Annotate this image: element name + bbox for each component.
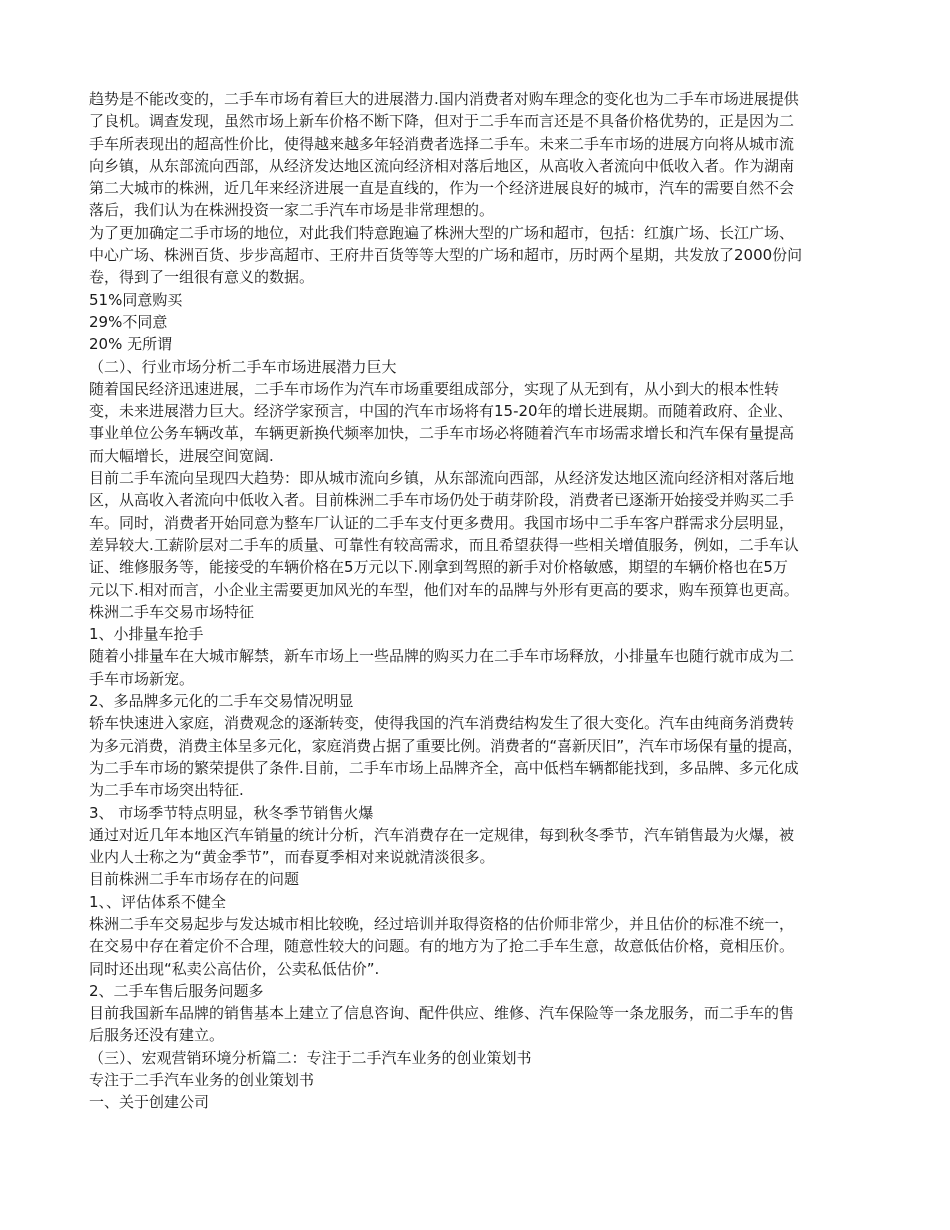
subheading: 1、、评估体系不健全 bbox=[89, 892, 227, 911]
text-line: 区，从高收入者流向中低收入者。目前株洲二手车市场仍处于萌芽阶段，消费者已逐渐开始接受并购买二手 bbox=[89, 491, 795, 510]
text-line: 随着小排量车在大城市解禁，新车市场上一些品牌的购买力在二手车市场释放，小排量车也随行就市成为二 bbox=[89, 647, 795, 666]
section-heading: 一、关于创建公司 bbox=[89, 1093, 210, 1112]
text-line: 业内人士称之为“黄金季节”，而春夏季相对来说就清淡很多。 bbox=[89, 848, 495, 867]
text-line: 株洲二手车交易起步与发达城市相比较晚，经过培训并取得资格的估价师非常少，并且估价的标准不统一， bbox=[89, 914, 795, 933]
section-heading: 株洲二手车交易市场特征 bbox=[89, 602, 255, 621]
subheading: 2、多品牌多元化的二手车交易情况明显 bbox=[89, 692, 354, 711]
survey-result-disagree: 29%不同意 bbox=[89, 312, 168, 331]
text-line: 中心广场、株洲百货、步步高超市、王府井百货等等大型的广场和超市，历时两个星期，共发放了2000份问 bbox=[89, 246, 803, 265]
survey-result-indifferent: 20% 无所谓 bbox=[89, 335, 173, 354]
text-line: 目前我国新车品牌的销售基本上建立了信息咨询、配件供应、维修、汽车保险等一条龙服务，而二手车的售 bbox=[89, 1004, 795, 1023]
subheading: 2、二手车售后服务问题多 bbox=[89, 981, 264, 1000]
text-line: 为二手车市场的繁荣提供了条件.目前，二手车市场上品牌齐全，高中低档车辆都能找到，多品牌、多元化成 bbox=[89, 758, 799, 777]
text-line: 了良机。调查发现，虽然市场上新车价格不断下降，但对于二手车而言还是不具备价格优势的，正是因为二 bbox=[89, 112, 795, 131]
text-line: 为了更加确定二手市场的地位，对此我们特意跑遍了株洲大型的广场和超市，包括：红旗广场、长江广场、 bbox=[89, 223, 795, 242]
text-line: 手车所表现出的超高性价比，使得越来越多年轻消费者选择二手车。未来二手车市场的进展方向将从城市流 bbox=[89, 134, 795, 153]
text-line: 落后，我们认为在株洲投资一家二手汽车市场是非常理想的。 bbox=[89, 201, 495, 220]
text-line: 同时还出现“私卖公高估价，公卖私低估价”. bbox=[89, 959, 380, 978]
text-line: 卷，得到了一组很有意义的数据。 bbox=[89, 268, 315, 287]
text-line: 车。同时，消费者开始同意为整车厂认证的二手车支付更多费用。我国市场中二手车客户群需求分层明显， bbox=[89, 513, 795, 532]
text-line: 随着国民经济迅速进展，二手车市场作为汽车市场重要组成部分，实现了从无到有，从小到大的根本性转 bbox=[89, 379, 780, 398]
section-heading: 目前株洲二手车市场存在的问题 bbox=[89, 870, 300, 889]
text-line: 第二大城市的株洲，近几年来经济进展一直是直线的，作为一个经济进展良好的城市，汽车的需要自然不会 bbox=[89, 179, 795, 198]
text-line: 为多元消费，消费主体呈多元化，家庭消费占据了重要比例。消费者的“喜新厌旧”，汽车市场保有量的提高， bbox=[89, 736, 803, 755]
text-line: 事业单位公务车辆改革，车辆更新换代频率加快，二手车市场必将随着汽车市场需求增长和汽车保有量提高 bbox=[89, 424, 795, 443]
text-line: 证、维修服务等，能接受的车辆价格在5万元以下.刚拿到驾照的新手对价格敏感，期望的车辆价格也在5万 bbox=[89, 558, 788, 577]
text-line: 手车市场新宠。 bbox=[89, 669, 195, 688]
text-line: 差异较大.工薪阶层对二手车的质量、可靠性有较高需求，而且希望获得一些相关增值服务，例如，二手车认 bbox=[89, 535, 799, 554]
subheading: 3、 市场季节特点明显，秋冬季节销售火爆 bbox=[89, 803, 374, 822]
survey-result-agree: 51%同意购买 bbox=[89, 290, 183, 309]
text-line: 趋势是不能改变的，二手车市场有着巨大的进展潜力.国内消费者对购车理念的变化也为二手车市场进展提供 bbox=[89, 90, 799, 108]
section-heading: （三）、宏观营销环境分析篇二：专注于二手汽车业务的创业策划书 bbox=[89, 1048, 532, 1067]
text-line: 而大幅增长，进展空间宽阔. bbox=[89, 446, 274, 465]
text-line: 后服务还没有建立。 bbox=[89, 1026, 225, 1045]
text-line: 为二手车市场突出特征. bbox=[89, 781, 244, 800]
text-line: 通过对近几年本地区汽车销量的统计分析，汽车消费存在一定规律，每到秋冬季节，汽车销售最为火爆，被 bbox=[89, 825, 795, 844]
text-line: 向乡镇，从东部流向西部，从经济发达地区流向经济相对落后地区，从高收入者流向中低收入者。作为湖南 bbox=[89, 156, 795, 175]
text-line: 元以下.相对而言，小企业主需要更加风光的车型，他们对车的品牌与外形有更高的要求，购车预算也更高。 bbox=[89, 580, 799, 599]
text-line: 变，未来进展潜力巨大。经济学家预言，中国的汽车市场将有15-20年的增长进展期。而随着政府、企业、 bbox=[89, 402, 793, 421]
text-line: 轿车快速进入家庭，消费观念的逐渐转变，使得我国的汽车消费结构发生了很大变化。汽车由纯商务消费转 bbox=[89, 714, 795, 733]
text-line: 目前二手车流向呈现四大趋势：即从城市流向乡镇，从东部流向西部，从经济发达地区流向经济相对落后地 bbox=[89, 469, 795, 488]
subheading: 1、小排量车抢手 bbox=[89, 625, 204, 644]
document-title: 专注于二手汽车业务的创业策划书 bbox=[89, 1071, 315, 1090]
text-line: 在交易中存在着定价不合理，随意性较大的问题。有的地方为了抢二手车生意，故意低估价格，竟相压价。 bbox=[89, 937, 795, 956]
section-heading: （二）、行业市场分析二手车市场进展潜力巨大 bbox=[89, 357, 397, 376]
